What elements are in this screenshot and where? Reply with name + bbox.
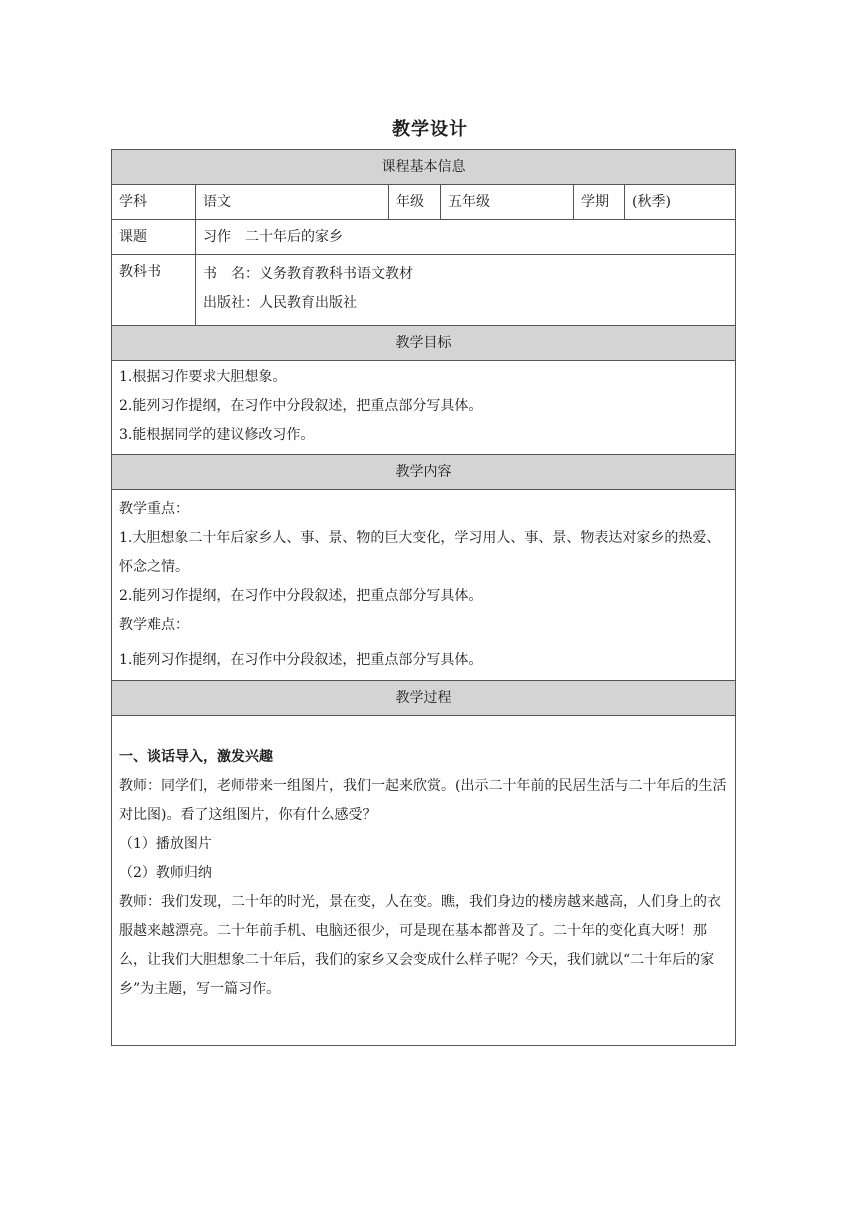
topic-label: 课题 bbox=[112, 220, 196, 254]
process-body bbox=[112, 716, 735, 1045]
difficulty-label: 教学难点： bbox=[119, 617, 189, 633]
process-paragraph: （1）播放图片 bbox=[119, 836, 212, 852]
goals-header: 教学目标 bbox=[112, 326, 735, 361]
process-paragraph: 教师：同学们，老师带来一组图片，我们一起来欣赏。(出示二十年前的民居生活与二十年后的生活对比图)。看了这组图片，你有什么感受？ bbox=[119, 778, 727, 823]
content-body bbox=[112, 490, 735, 681]
key-point-item: 2.能列习作提纲，在习作中分段叙述，把重点部分写具体。 bbox=[119, 588, 483, 604]
basic-info-header: 课程基本信息 bbox=[112, 150, 735, 185]
subject-value: 语文 bbox=[196, 185, 389, 219]
key-points-label: 教学重点： bbox=[119, 501, 189, 517]
publisher: 出版社：人民教育出版社 bbox=[203, 295, 357, 311]
textbook-value bbox=[196, 255, 735, 325]
grade-value: 五年级 bbox=[441, 185, 574, 219]
process-section-title: 一、谈话导入，激发兴趣 bbox=[119, 749, 273, 765]
page-title: 教学设计 bbox=[392, 119, 468, 140]
process-paragraph: 教师：我们发现，二十年的时光，景在变，人在变。瞧，我们身边的楼房越来越高，人们身上的衣服越来越漂亮。二十年前手机、电脑还很少，可是现在基本都普及了。二十年的变化真大呀！那么，让我们大胆想象二十年后，我们的家乡又会变成什么样子呢？今天，我们就以“二十年后的家乡”为主题，写一篇习作。 bbox=[119, 894, 721, 997]
content-header: 教学内容 bbox=[112, 455, 735, 490]
goal-item: 2.能列习作提纲，在习作中分段叙述，把重点部分写具体。 bbox=[119, 398, 483, 414]
key-point-item: 1.大胆想象二十年后家乡人、事、景、物的巨大变化，学习用人、事、景、物表达对家乡的热爱、怀念之情。 bbox=[119, 530, 721, 575]
grade-label: 年级 bbox=[389, 185, 441, 219]
subject-label: 学科 bbox=[112, 185, 196, 219]
process-header: 教学过程 bbox=[112, 681, 735, 716]
topic-value: 习作 二十年后的家乡 bbox=[203, 229, 343, 245]
subject-row bbox=[112, 185, 735, 220]
goal-item: 3.能根据同学的建议修改习作。 bbox=[119, 427, 315, 443]
term-label: 学期 bbox=[574, 185, 625, 219]
topic-row bbox=[112, 220, 735, 255]
goal-item: 1.根据习作要求大胆想象。 bbox=[119, 369, 287, 385]
difficulty-item: 1.能列习作提纲，在习作中分段叙述，把重点部分写具体。 bbox=[119, 652, 483, 668]
term-value: (秋季) bbox=[632, 194, 671, 210]
process-paragraph: （2）教师归纳 bbox=[119, 865, 212, 881]
textbook-label: 教科书 bbox=[112, 255, 196, 325]
goals-list bbox=[112, 361, 735, 455]
book-name: 书 名：义务教育教科书语文教材 bbox=[203, 266, 413, 282]
textbook-row bbox=[112, 255, 735, 326]
lesson-plan-table bbox=[111, 149, 736, 1046]
